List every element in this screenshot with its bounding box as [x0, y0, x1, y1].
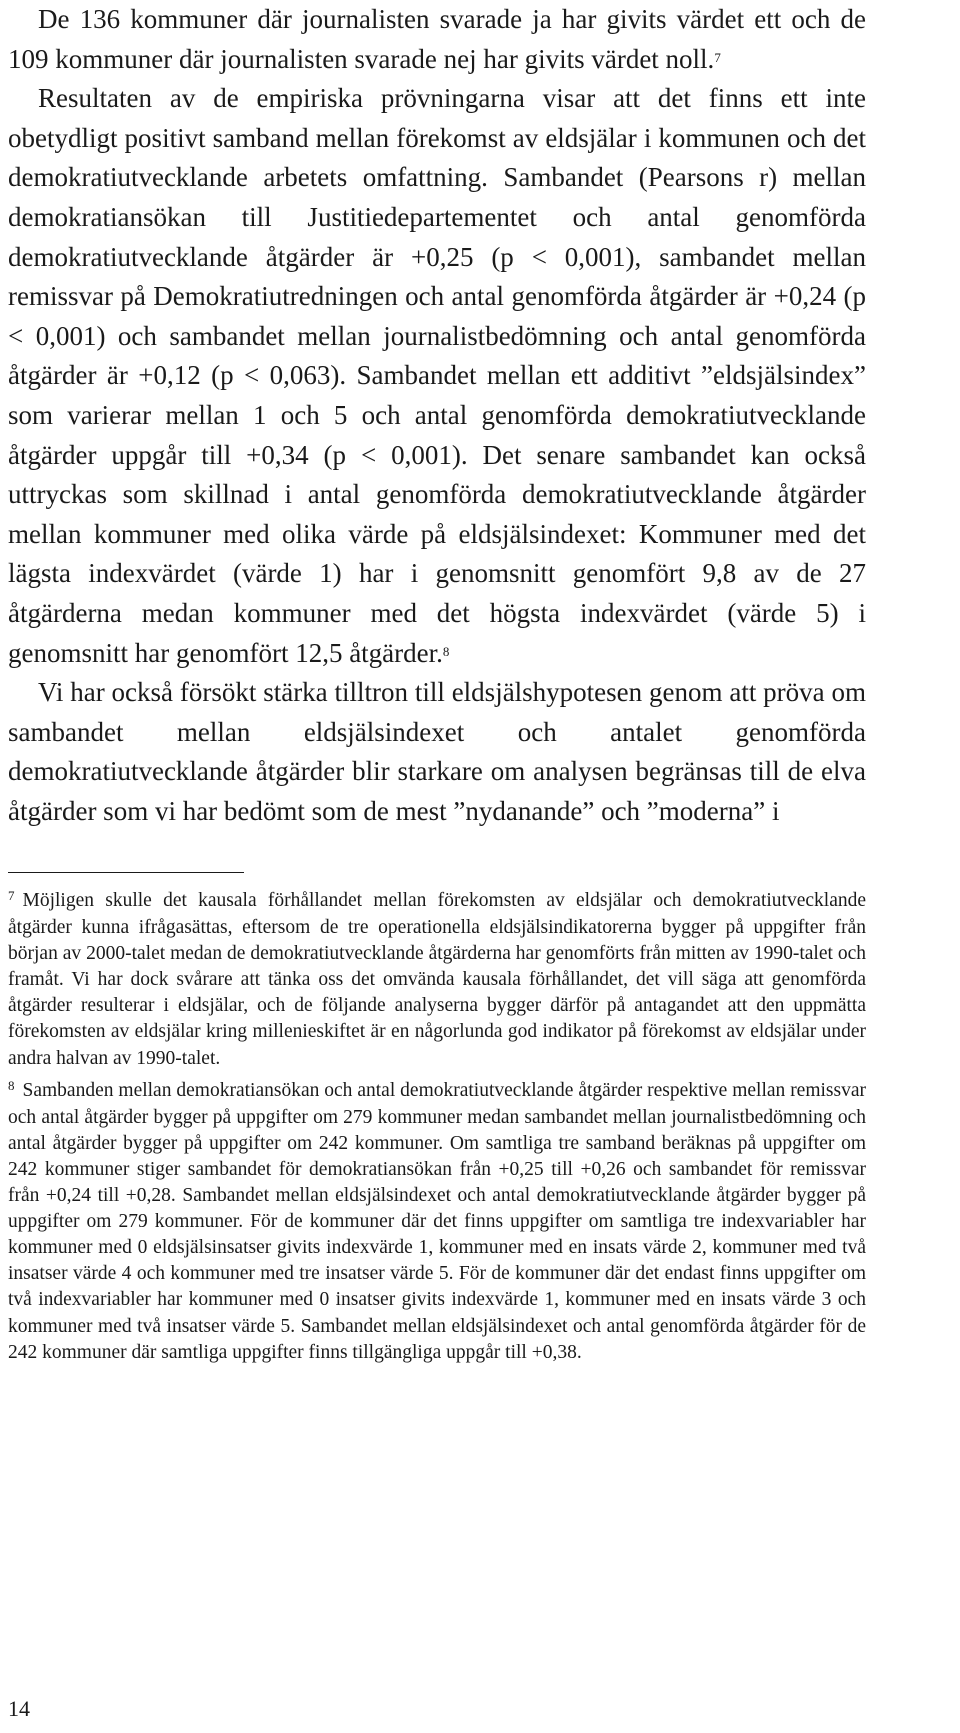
footnotes [8, 888, 866, 1372]
page-body [8, 0, 866, 831]
footnote-text: Sambanden mellan demokratiansökan och antal demokratiutvecklande åtgärder respektive mellan remissvar och antal åtgärder bygger på uppgifter om 279 kommuner medan sambandet mellan journalistbedömning och antal åtgärder bygger på uppgifter om 242 kommuner. Om samtliga tre samband beräknas på uppgifter om 242 kommuner stiger sambandet för demokratiansökan från +0,25 till +0,26 och sambandet för remissvar från +0,24 till +0,28. Sambandet mellan eldsjälsindexet och antal demokratiutvecklande åtgärder bygger på uppgifter om 279 kommuner. För de kommuner där det finns uppgifter om samtliga tre indexvariabler har kommuner med 0 eldsjälsinsatser givits indexvärde 1, kommuner med en insats värde 2, kommuner med två insatser värde 4 och kommuner med tre insatser värde 5. För de kommuner där det endast finns uppgifter om två indexvariabler har kommuner med 0 insatser givits indexvärde 1, kommuner med en insats värde 3 och kommuner med två insatser värde 5. Sambandet mellan eldsjälsindexet och antal genomförda åtgärder för de 242 kommuner där samtliga uppgifter finns tillgängliga uppgår till +0,38. [8, 1079, 866, 1363]
footnote-separator [8, 872, 244, 873]
paragraph-1 [8, 0, 866, 79]
paragraph-3-text: Vi har också försökt stärka tilltron till eldsjälshypotesen genom att pröva om sambandet mellan eldsjälsindexet och antalet genomförda demokratiutvecklande åtgärder blir starkare om analysen begränsas till de elva åtgärder som vi har bedömt som de mest ”nydanande” och ”moderna” i [8, 677, 866, 826]
footnote-7 [8, 888, 866, 1072]
footnote-number: 7 [8, 888, 15, 903]
paragraph-2-text: Resultaten av de empiriska prövningarna visar att det finns ett inte obetydligt positivt samband mellan förekomst av eldsjälar i kommunen och det demokratiutvecklande arbetets omfattning. Sambandet (Pearsons r) mellan demokratiansökan till Justitiedepartementet och antal genomförda demokratiutvecklande åtgärder är +0,25 (p < 0,001), sambandet mellan remissvar på Demokratiutredningen och antal genomförda åtgärder är +0,24 (p < 0,001) och sambandet mellan journalistbedömning och antal genomförda åtgärder är +0,12 (p < 0,063). Sambandet mellan ett additivt ”eldsjälsindex” som varierar mellan 1 och 5 och antal genomförda demokratiutvecklande åtgärder uppgår till +0,34 (p < 0,001). Det senare sambandet kan också uttryckas som skillnad i antal genomförda demokratiutvecklande åtgärder mellan kommuner med olika värde på eldsjälsindexet: Kommuner med det lägsta indexvärdet (värde 1) har i genomsnitt genomfört 9,8 av de 27 åtgärderna medan kommuner med det högsta indexvärdet (värde 5) i genomsnitt har genomfört 12,5 åtgärder. [8, 83, 866, 668]
paragraph-1-text: De 136 kommuner där journalisten svarade ja har givits värdet ett och de 109 kommuner där journalisten svarade nej har givits värdet noll. [8, 4, 866, 74]
paragraph-3 [8, 673, 866, 831]
footnote-text: Möjligen skulle det kausala förhållandet mellan förekomsten av eldsjälar och demokratiutvecklande åtgärder kunna ifrågasättas, eftersom de tre operationella eldsjälsindikatorerna bygger på uppgifter från början av 2000-talet medan de demokratiutvecklande åtgärderna har genomförts från mitten av 1990-talet och framåt. Vi har dock svårare att tänka oss det omvända kausala förhållandet, det vill säga att genomförda åtgärder resulterar i eldsjälar, och de följande analyserna bygger därför på antagandet att den uppmätta förekomsten av eldsjälar kring millenieskiftet är en någorlunda god indikator på förekomst av eldsjälar under andra halvan av 1990-talet. [8, 890, 866, 1069]
footnote-8 [8, 1078, 866, 1366]
main-text [8, 0, 866, 831]
footnote-ref-7[interactable]: 7 [714, 49, 721, 65]
footnote-number: 8 [8, 1077, 15, 1093]
footnote-ref-8[interactable]: 8 [442, 643, 450, 659]
paragraph-2 [8, 79, 866, 673]
page-number: 14 [8, 1696, 30, 1721]
